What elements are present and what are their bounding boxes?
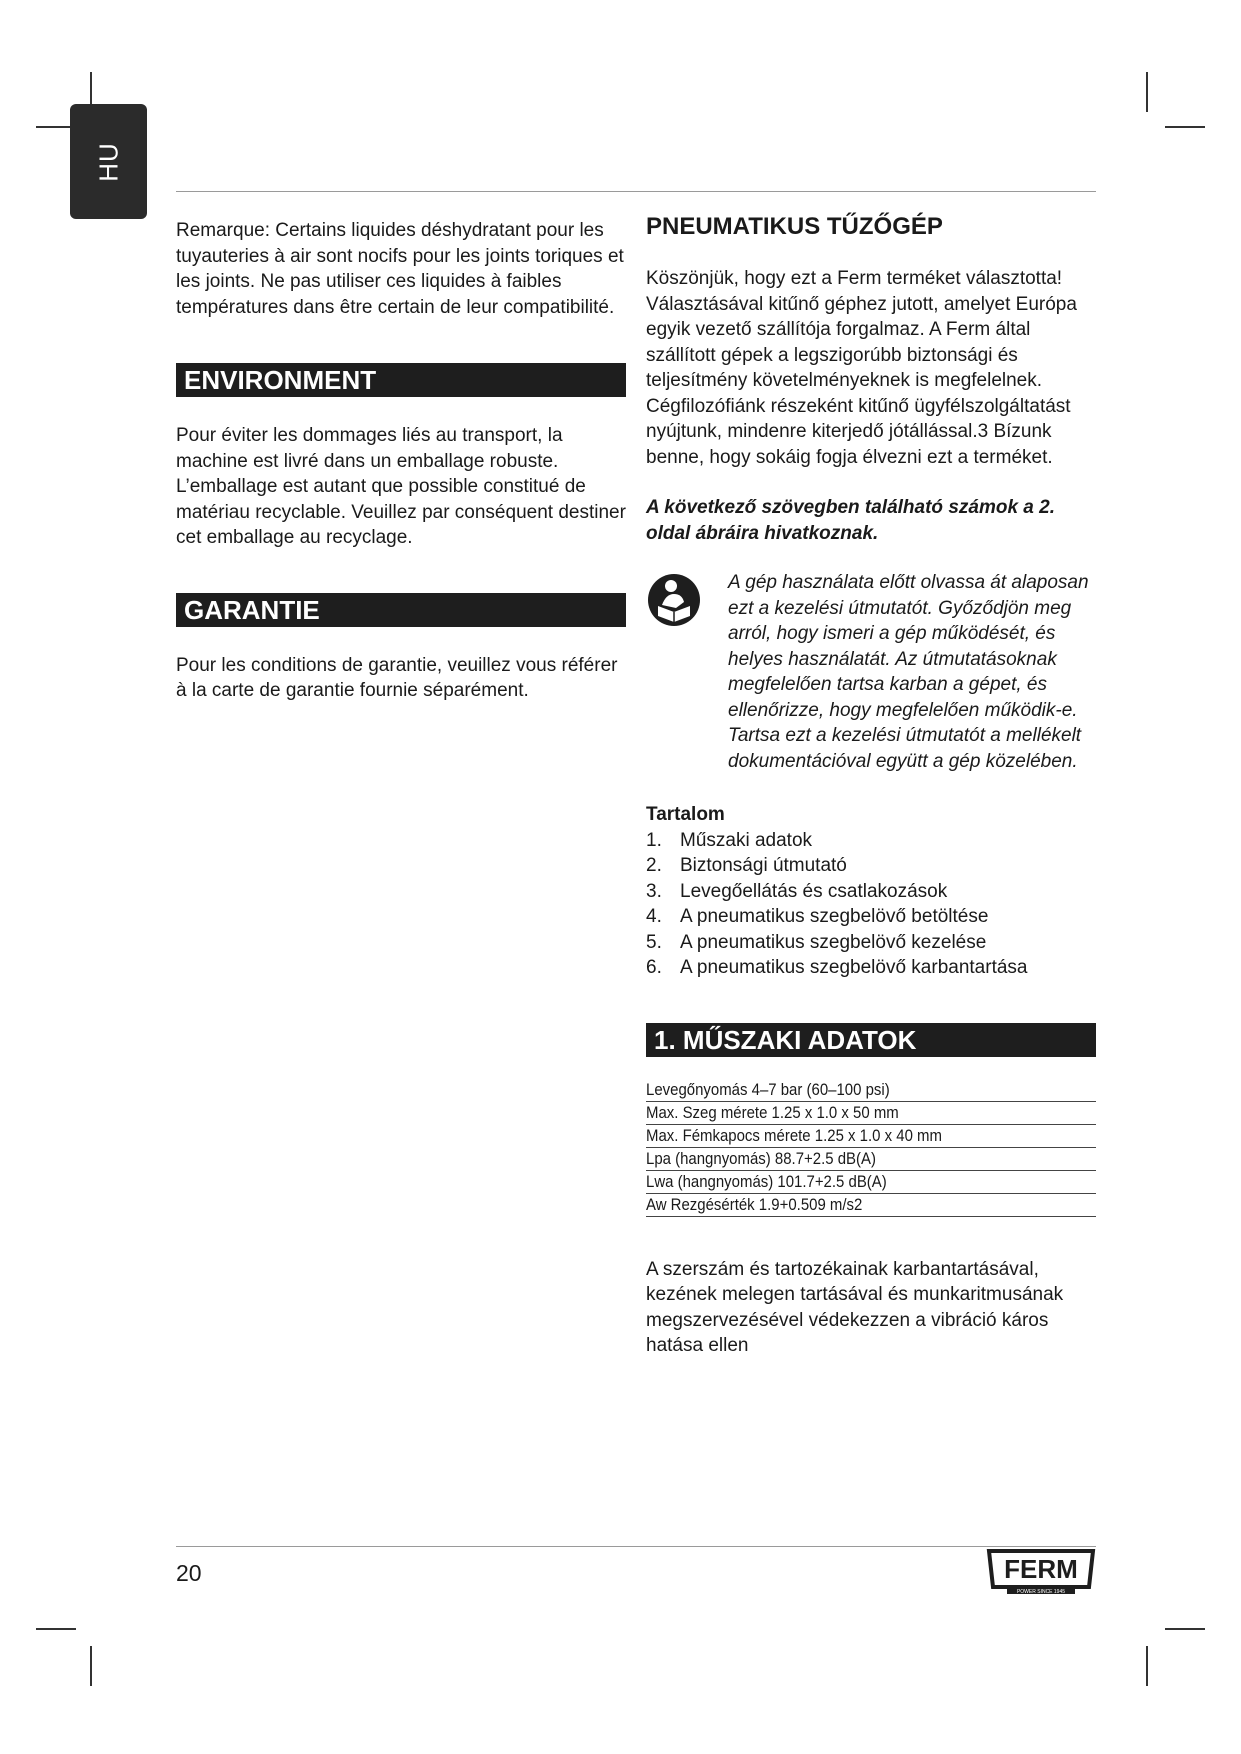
- language-tab-label: HU: [93, 141, 123, 182]
- svg-text:POWER SINCE 1945: POWER SINCE 1945: [1016, 1589, 1066, 1595]
- garantie-heading: GARANTIE: [176, 593, 626, 627]
- read-manual-notice: [646, 570, 1096, 774]
- crop-mark: [1165, 126, 1205, 128]
- list-item: 3. Levegőellátás és csatlakozások: [646, 880, 948, 902]
- table-row: Lwa (hangnyomás) 101.7+2.5 dB(A): [646, 1171, 1096, 1194]
- list-item: 5. A pneumatikus szegbelövő kezelése: [646, 931, 987, 953]
- figure-reference-note: A következő szövegben található számok a 2. oldal ábráira hivatkoznak.: [646, 497, 1055, 544]
- bottom-rule: [176, 1546, 1096, 1547]
- right-column: [646, 212, 1096, 1359]
- environment-paragraph: Pour éviter les dommages liés au transport, la machine est livré dans un emballage robuste. L’emballage est autant que possible constitué de matériau recyclable. Veuillez par conséquent destiner cet emballage au recyclage.: [176, 425, 626, 548]
- table-row: Levegőnyomás 4–7 bar (60–100 psi): [646, 1079, 1096, 1102]
- list-item: 4. A pneumatikus szegbelövő betöltése: [646, 906, 989, 927]
- page-number: 20: [176, 1560, 202, 1586]
- table-row: Max. Szeg mérete 1.25 x 1.0 x 50 mm: [646, 1102, 1096, 1125]
- technical-data-heading: 1. MŰSZAKI ADATOK: [646, 1023, 1096, 1057]
- crop-mark: [1146, 72, 1148, 112]
- technical-data-table: [646, 1079, 1096, 1217]
- left-column: [176, 218, 626, 704]
- toc-list: [646, 828, 1096, 981]
- language-tab: [70, 104, 147, 219]
- table-row: Aw Rezgésérték 1.9+0.509 m/s2: [646, 1194, 1096, 1217]
- read-manual-text: A gép használata előtt olvassa át alaposan ezt a kezelési útmutatót. Győződjön meg arról, hogy ismeri a gép működését, és helyes használatát. Az útmutatásoknak megfelelően tartsa karban a gépet, és ellenőrizze, hogy megfelelően működik-e. Tartsa ezt a kezelési útmutatót a mellékelt dokumentációval együtt a gép közelében.: [728, 572, 1089, 772]
- vibration-paragraph: A szerszám és tartozékainak karbantartásával, kezének melegen tartásával és munkaritmusának megszervezésével védekezzen a vibráció káros hatása ellen: [646, 1258, 1064, 1356]
- crop-mark: [90, 1646, 92, 1686]
- environment-heading: ENVIRONMENT: [176, 363, 626, 397]
- table-row: Max. Fémkapocs mérete 1.25 x 1.0 x 40 mm: [646, 1125, 1096, 1148]
- garantie-paragraph: Pour les conditions de garantie, veuillez vous référer à la carte de garantie fournie séparément.: [176, 654, 618, 701]
- list-item: 2. Biztonsági útmutató: [646, 855, 847, 876]
- ferm-logo: [985, 1547, 1097, 1595]
- page-title: PNEUMATIKUS TŰZŐGÉP: [646, 213, 943, 240]
- toc-title: Tartalom: [646, 804, 725, 825]
- top-rule: [176, 191, 1096, 192]
- crop-mark: [1146, 1646, 1148, 1686]
- svg-text:FERM: FERM: [1004, 1554, 1078, 1584]
- crop-mark: [1165, 1628, 1205, 1630]
- list-item: 1. Műszaki adatok: [646, 829, 813, 851]
- remark-paragraph: Remarque: Certains liquides déshydratant pour les tuyauteries à air sont nocifs pour les joints toriques et les joints. Ne pas utiliser ces liquides à faibles températures dans être certain de leur compatibilité.: [176, 220, 624, 318]
- intro-paragraph: Köszönjük, hogy ezt a Ferm terméket választotta! Választásával kitűnő géphez jutott, amelyet Európa egyik vezető szállítója forgalmaz. A Ferm által szállított gépek a legszigorúbb biztonsági és teljesítmény követelményeknek is megfelelnek. Cégfilozófiánk részeként kitűnő ügyfélszolgáltatást nyújtunk, mindenre kiterjedő jótállással.3 Bízunk benne, hogy sokáig fogja élvezni ezt a terméket.: [646, 268, 1077, 468]
- table-row: Lpa (hangnyomás) 88.7+2.5 dB(A): [646, 1148, 1096, 1171]
- list-item: 6. A pneumatikus szegbelövő karbantartása: [646, 957, 1028, 978]
- read-manual-icon: [646, 572, 702, 628]
- crop-mark: [36, 1628, 76, 1630]
